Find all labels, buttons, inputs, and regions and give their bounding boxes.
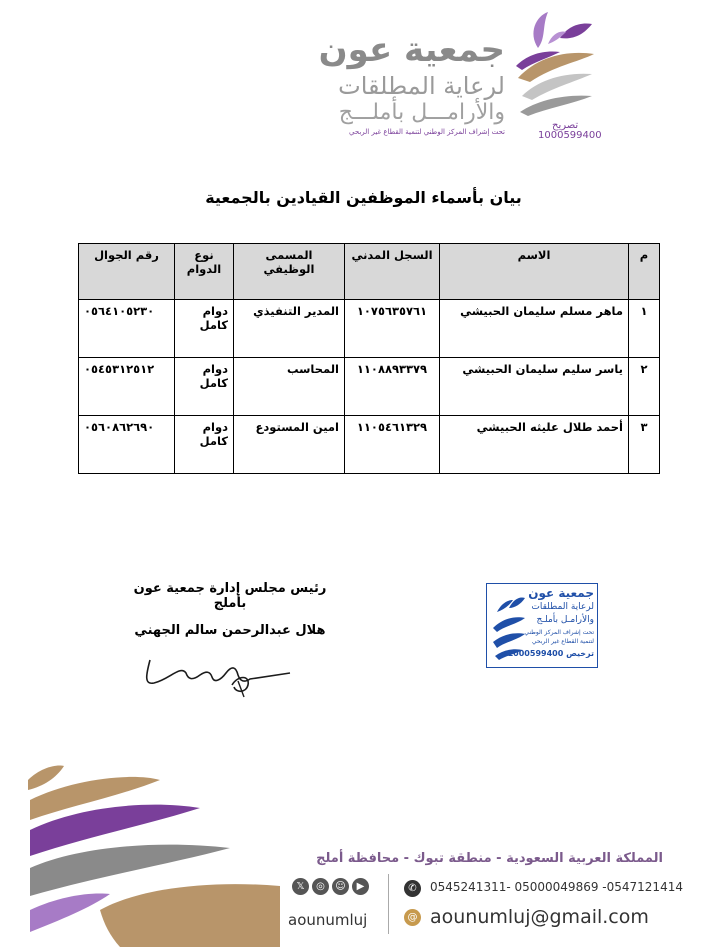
table-row: [79, 416, 660, 474]
header-mobile: رقم الجوال: [79, 244, 175, 300]
cell-name: ماهر مسلم سليمان الحبيشي: [440, 300, 629, 358]
org-subtitle-line: لرعاية المطلقات: [338, 72, 505, 100]
footer-phones: 0545241311- 05000049869 -0547121414: [430, 880, 683, 894]
cell-mobile: ٠٥٤٥٣١٢٥١٢: [79, 358, 175, 416]
table-row: [79, 300, 660, 358]
footer-divider: [388, 874, 389, 934]
phone-icon: ✆: [404, 880, 421, 897]
signatory-title: رئيس مجلس إدارة جمعية عون بأملج: [133, 581, 327, 611]
stamp-line: لرعاية المطلقات: [531, 602, 594, 612]
cell-job-title: المحاسب: [234, 358, 345, 416]
header-work-type: نوع الدوام: [175, 244, 234, 300]
license-label: تصريح: [552, 120, 579, 131]
cell-work-type: دوام كامل: [175, 358, 234, 416]
staff-table: [78, 243, 660, 474]
instagram-icon[interactable]: ◎: [312, 878, 329, 895]
org-stamp: [486, 583, 598, 668]
cell-mobile: ٠٥٦٠٨٦٢٦٩٠: [79, 416, 175, 474]
header-civil-registry: السجل المدني: [345, 244, 440, 300]
cell-job-title: المدير التنفيذي: [234, 300, 345, 358]
stamp-line: لتنمية القطاع غير الربحي: [531, 638, 594, 645]
table-row: [79, 358, 660, 416]
stamp-line: تحت إشراف المركز الوطني: [524, 629, 594, 636]
license-number: 1000599400: [538, 130, 602, 141]
header-job-title: المسمى الوظيفي: [234, 244, 345, 300]
table-header-row: [79, 244, 660, 300]
cell-index: ٣: [629, 416, 660, 474]
cell-name: أحمد طلال عليثه الحبيشي: [440, 416, 629, 474]
org-name: جمعية عون: [318, 30, 505, 70]
snapchat-icon[interactable]: ☺: [332, 878, 349, 895]
org-subtitle-line: والأرامـــل بأملـــج: [338, 100, 505, 125]
social-handle: aounumluj: [288, 911, 368, 929]
cell-index: ٢: [629, 358, 660, 416]
footer-address: المملكة العربية السعودية - منطقة تبوك - محافظة أملج: [316, 851, 663, 866]
org-supervision-text: تحت إشراف المركز الوطني لتنمية القطاع غير الربحي: [349, 128, 505, 136]
handwritten-signature-icon: [140, 645, 300, 700]
header-index: م: [629, 244, 660, 300]
page-title: بيان بأسماء الموظفين القيادين بالجمعية: [205, 188, 522, 207]
email-icon: @: [404, 909, 421, 926]
cell-civil-registry: ١١٠٥٤٦١٣٢٩: [345, 416, 440, 474]
signatory-name: هلال عبدالرحمن سالم الجهني: [134, 623, 326, 638]
cell-job-title: امين المستودع: [234, 416, 345, 474]
header-name: الاسم: [440, 244, 629, 300]
stamp-line: والأرامـل بأملـج: [536, 615, 594, 625]
cell-work-type: دوام كامل: [175, 300, 234, 358]
cell-civil-registry: ١٠٧٥٦٣٥٧٦١: [345, 300, 440, 358]
cell-work-type: دوام كامل: [175, 416, 234, 474]
cell-index: ١: [629, 300, 660, 358]
x-twitter-icon[interactable]: 𝕏: [292, 878, 309, 895]
stamp-org-name: جمعية عون: [528, 586, 594, 600]
stamp-license: ترخيص 1000599400: [507, 649, 594, 658]
footer-email[interactable]: aounumluj@gmail.com: [430, 906, 649, 928]
cell-name: ياسر سليم سليمان الحبيشي: [440, 358, 629, 416]
cell-mobile: ٠٥٦٤١٠٥٢٣٠: [79, 300, 175, 358]
youtube-icon[interactable]: ▶: [352, 878, 369, 895]
cell-civil-registry: ١١٠٨٨٩٣٣٧٩: [345, 358, 440, 416]
footer-decoration-icon: [0, 760, 280, 947]
org-logo-icon: [508, 8, 600, 126]
